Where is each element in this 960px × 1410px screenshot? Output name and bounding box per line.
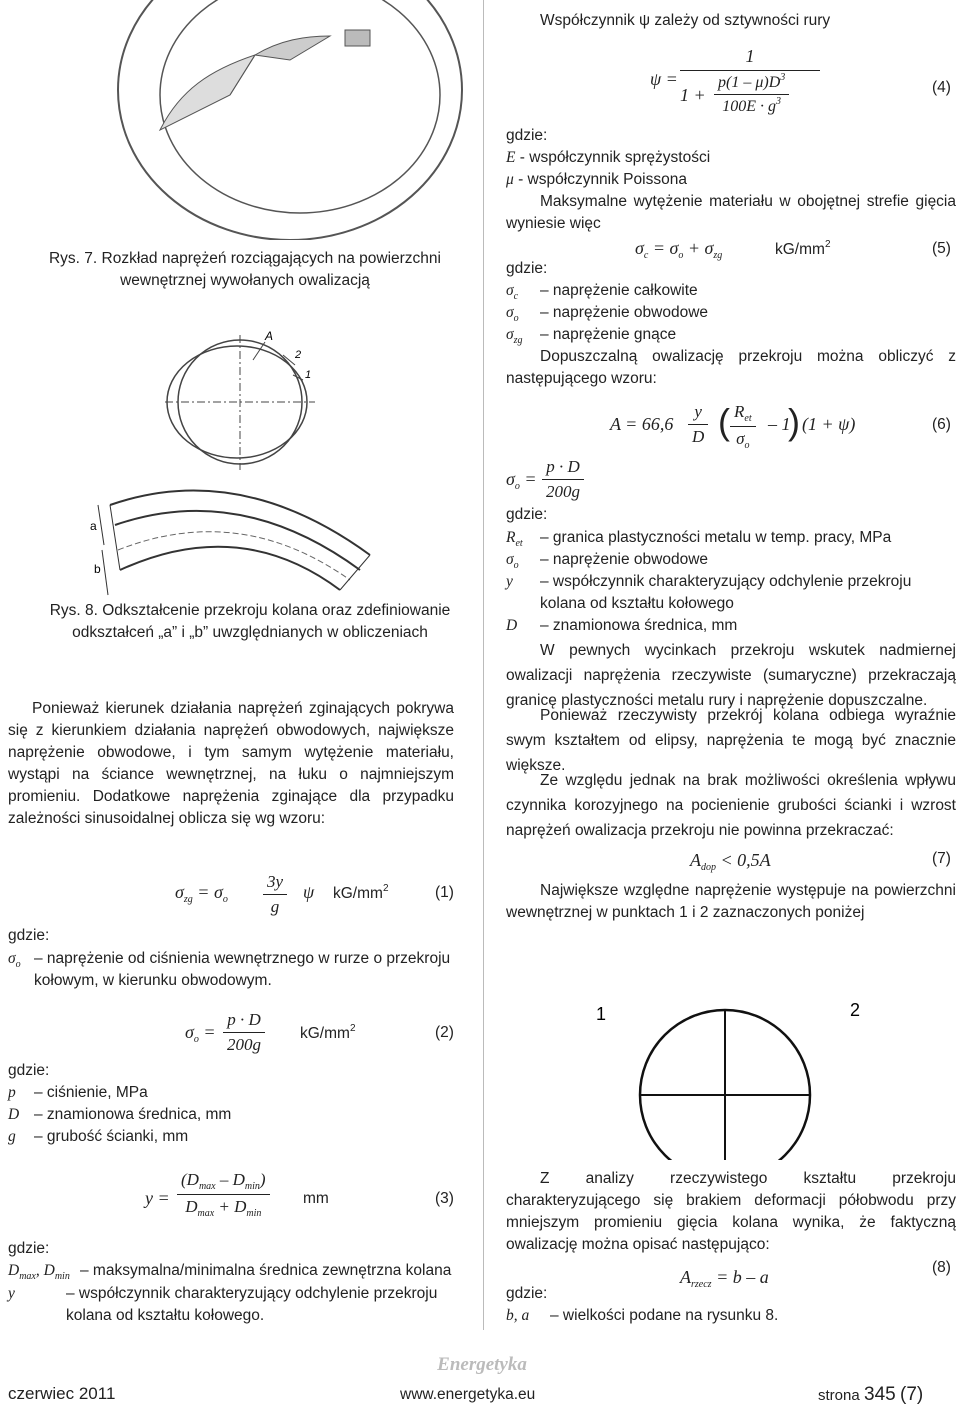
- def-Dmax-Dmin: $D_{max}$, $D_{min}$ – maksymalna/minimalna średnica zewnętrzna kolana: [8, 1262, 452, 1282]
- gdzie-label-3: gdzie:: [8, 1240, 50, 1257]
- fig8-label-a: a: [90, 519, 97, 533]
- equation-8: $A_{rzecz} = b - a$ (8): [680, 1259, 951, 1290]
- gdzie-label-6: gdzie:: [506, 506, 548, 523]
- circle-point-2-label: 2: [850, 1000, 861, 1020]
- def-g: g – grubość ścianki, mm: [8, 1128, 189, 1145]
- equation-4: ψ = 1 1 + $\frac{p(1 - \mu)D^3}{100E \cdot g^3}$ (4): [650, 46, 951, 116]
- fig8-label-b: b: [94, 562, 101, 576]
- right-paragraph-1: Maksymalne wytężenie materiału w obojętnej strefie gięcia wyniesie więc: [506, 193, 956, 232]
- def-sigma-o: $\sigma_o$ – naprężenie od ciśnienia wewnętrznego w rurze o przekroju kołowym, w kierunku obwodowym.: [8, 950, 451, 989]
- right-paragraph-4: Ponieważ rzeczywisty przekrój kolana odbiega wyraźnie swym kształtem od elipsy, naprężenia te mogą być znacznie większe.: [506, 707, 956, 775]
- right-paragraph-7: Z analizy rzeczywistego kształtu przekroju charakteryzującego się brakiem deformacji półobwodu przy mniejszym promieniu gięcia kolana wynika, że faktyczną owalizację można opisać następująco:: [506, 1170, 956, 1253]
- equation-5: $\sigma_c = \sigma_o + \sigma_{zg}$ $kG/mm^2$ (5): [635, 238, 951, 261]
- circle-figure: [560, 990, 900, 1160]
- def-sigma-o-2: $\sigma_o$ – naprężenie obwodowe: [506, 304, 709, 324]
- equation-1: $\sigma_{zg} = \sigma_o$ $\frac{3y}{g}$ ψ $kG/mm^2$ (1): [175, 872, 454, 917]
- def-E: E - współczynnik sprężystości: [506, 149, 711, 166]
- gdzie-label-2: gdzie:: [8, 1062, 50, 1079]
- def-D: D – znamionowa średnica, mm: [8, 1106, 232, 1123]
- equation-6b: $\sigma_o$ = $\frac{p \cdot D}{200g}$: [506, 455, 626, 505]
- def-b-a: b, a – wielkości podane na rysunku 8.: [506, 1307, 779, 1324]
- fig7b-label-a: A: [265, 329, 274, 343]
- equation-6: A = 66,6 $\frac{y}{D}$ ( $R_{et}$ $\sigma_o$ – 1 ) (1 + ψ) (6): [610, 401, 951, 452]
- gdzie-label-5: gdzie:: [506, 260, 548, 277]
- figure-8-drawing: [90, 470, 380, 610]
- gdzie-label-1: gdzie:: [8, 927, 50, 944]
- equation-2: $\sigma_o$ = $\frac{p \cdot D}{200g}$ $kG/mm^2$ (2): [185, 1010, 454, 1055]
- right-paragraph-5: Ze względu jednak na brak możliwości określenia wpływu czynnika korozyjnego na pocienienie grubości ścianki i wzrost naprężeń owalizacja przekroju nie powinna przekraczać:: [506, 772, 956, 840]
- fig7b-label-2: 2: [295, 349, 302, 361]
- right-paragraph-2: Dopuszczalną owalizację przekroju można obliczyć z następującego wzoru:: [506, 348, 956, 387]
- def-sigma-c: $\sigma_c$ – naprężenie całkowite: [506, 282, 698, 302]
- gdzie-label-7: gdzie:: [506, 1285, 548, 1302]
- left-paragraph-1: Ponieważ kierunek działania naprężeń zginających pokrywa się z kierunkiem działania naprężeń obwodowych, największe naprężenie obwodowe, i tym samym wytężenie materiału, wystąpi na ściance wewnętrznej, na łuku o najmniejszym promieniu. Dodatkowe naprężenia zginające dla przypadku zależności sinusoidalnej oblicza się wg wzoru:: [8, 700, 454, 827]
- def-y-left: y – współczynnik charakteryzujący odchylenie przekroju kolana od kształtu kołowego.: [8, 1285, 438, 1324]
- circle-point-1-label: 1: [596, 1004, 607, 1024]
- def-mu: μ - współczynnik Poissona: [506, 171, 687, 188]
- def-D-2: D – znamionowa średnica, mm: [506, 617, 738, 634]
- right-intro: Współczynnik ψ zależy od sztywności rury: [540, 12, 831, 29]
- def-sigma-zg: $\sigma_{zg}$ – naprężenie gnące: [506, 326, 677, 346]
- fig7b-label-1: 1: [305, 369, 312, 381]
- footer-url: www.energetyka.eu: [400, 1386, 536, 1403]
- equation-3: y = $(D_{max} - D_{min})$ $D_{max} + D_{min}$ mm (3): [145, 1170, 454, 1220]
- def-Ret: $R_{et}$ – granica plastyczności metalu w temp. pracy, MPa: [506, 529, 892, 549]
- right-paragraph-3: W pewnych wycinkach przekroju wskutek nadmiernej owalizacji naprężenia rzeczywiste (sumaryczne) przekraczają granicę plastyczności metalu rury i naprężenie dopuszczalne.: [506, 642, 956, 710]
- def-p: p – ciśnienie, MPa: [8, 1084, 148, 1101]
- figure-7-drawing: [90, 0, 470, 240]
- figure-7-caption: Rys. 7. Rozkład naprężeń rozciągających na powierzchni wewnętrznej wywołanych owalizacją: [48, 250, 441, 289]
- footer-logo: Energetyka: [437, 1354, 527, 1375]
- column-divider: [483, 0, 484, 1330]
- figure-7b-drawing: [165, 320, 335, 470]
- figure-8-caption: Rys. 8. Odkształcenie przekroju kolana oraz zdefiniowanie odkształceń „a” i „b” uwzględnianych w obliczeniach: [49, 602, 451, 641]
- def-y-right: y – współczynnik charakteryzujący odchylenie przekroju kolana od kształtu kołowego: [506, 573, 912, 612]
- equation-7: $A_{dop} < 0,5A$ (7): [690, 850, 951, 873]
- def-sigma-o-3: $\sigma_o$ – naprężenie obwodowe: [506, 551, 709, 571]
- footer-date: czerwiec 2011: [8, 1384, 116, 1403]
- gdzie-label-4: gdzie:: [506, 127, 548, 144]
- right-paragraph-6: Największe względne naprężenie występuje na powierzchni wewnętrznej w punktach 1 i 2 zaznaczonych poniżej: [506, 882, 956, 921]
- footer-page: strona 345 (7): [818, 1384, 924, 1405]
